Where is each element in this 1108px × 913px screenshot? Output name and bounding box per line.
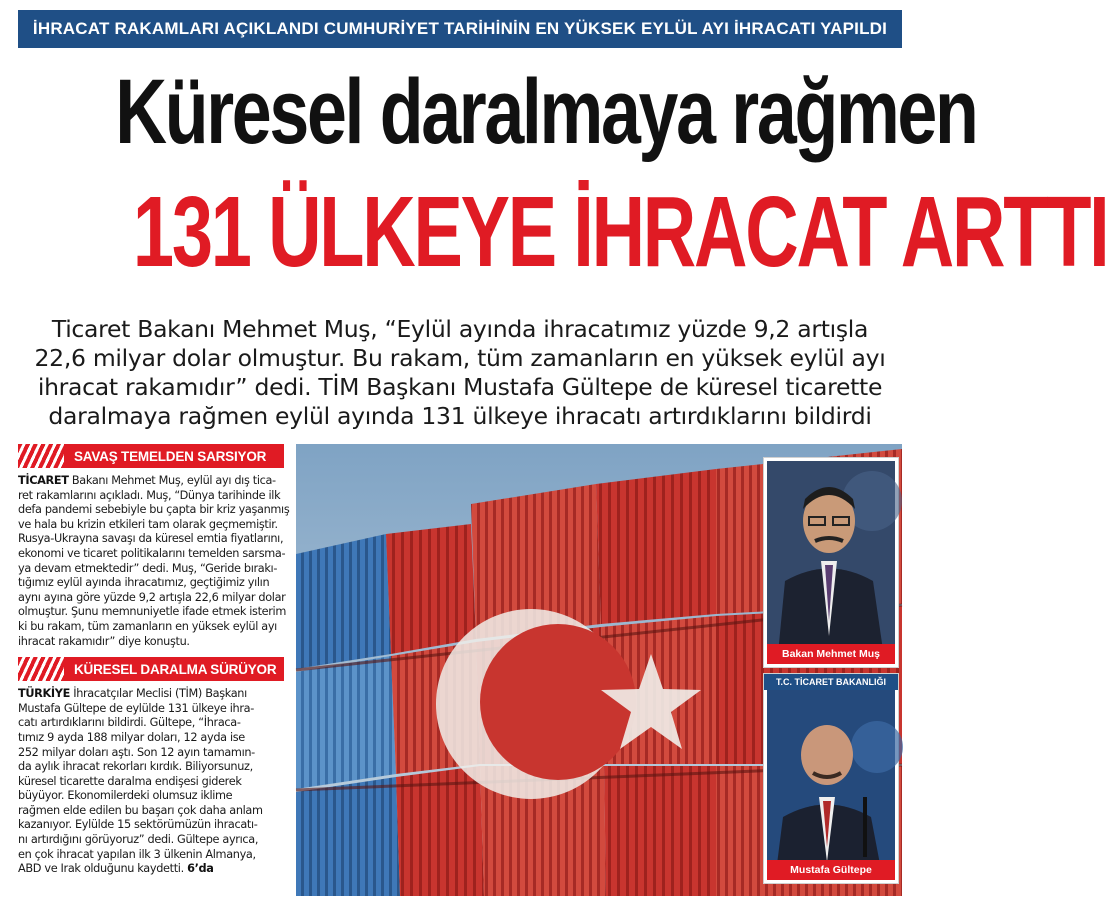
portrait-image — [767, 461, 895, 664]
stripe-decoration-icon — [18, 444, 64, 468]
portrait-image — [767, 677, 895, 880]
body-line: ki bu rakam, tüm zamanların en yüksek eylül ayı — [18, 619, 277, 633]
caption-tim: Mustafa Gültepe — [767, 860, 895, 880]
kicker-bar — [18, 10, 902, 48]
body-line: Mustafa Gültepe de eylülde 131 ülkeye ihra- — [18, 701, 254, 715]
headline-line-2: 131 ÜLKEYE İHRACAT ARTTI — [132, 176, 1108, 288]
body-line: da aylık ihracat rekorları kırdık. Biliyorsunuz, — [18, 760, 253, 774]
body-line: catı artırdıklarını bildirdi. Gültepe, “İhraca- — [18, 716, 241, 730]
body-line: kazanıyor. Eylülde 15 sektörümüzün ihracatı- — [18, 818, 258, 832]
inset-photo-minister — [764, 458, 898, 667]
section-heading — [18, 444, 284, 468]
lead-line: Ticaret Bakanı Mehmet Muş, “Eylül ayında ihracatımız yüzde 9,2 artışla — [51, 315, 869, 343]
continued-marker: 6’da — [187, 862, 214, 876]
body-line: nı artırdığını görüyoruz” dedi. Gültepe ayrıca, — [18, 833, 259, 847]
ministry-banner: T.C. TİCARET BAKANLIĞI — [764, 674, 898, 690]
lead-word: TİCARET — [18, 474, 69, 487]
section-body — [18, 687, 284, 877]
section-body — [18, 474, 290, 649]
lead-line: ihracat rakamıdır” dedi. TİM Başkanı Mustafa Gültepe de küresel ticarette — [37, 373, 883, 401]
inset-photo-tim — [764, 674, 898, 883]
body-line: büyüyor. Ekonomilerdeki olumsuz iklime — [18, 789, 233, 803]
section-title: SAVAŞ TEMELDEN SARSIYOR — [64, 444, 284, 468]
body-line: tığımız eylül ayında ihracatımız, geçtiğimiz yılın — [18, 576, 270, 590]
body-line: ya devam etmektedir” dedi. Muş, “Geride bırakı- — [18, 561, 278, 575]
section-heading — [18, 657, 284, 681]
lead-line: daralmaya rağmen eylül ayında 131 ülkeye ihracatı artırdıklarını bildirdi — [48, 402, 872, 430]
body-line: ret rakamlarını açıkladı. Muş, “Dünya tarihinde ilk — [18, 488, 281, 502]
body-line: ekonomi ve ticaret politikalarını temelden sarsma- — [18, 546, 286, 560]
body-line: en çok ihracat yapılan ilk 3 ülkenin Almanya, — [18, 847, 256, 861]
body-line: ihracat rakamıdır” diye konuştu. — [18, 634, 190, 648]
body-line: TÜRKİYE İhracatçılar Meclisi (TİM) Başkanı — [18, 687, 247, 701]
body-line: olmuştur. Şunu memnuniyetle ifade etmek isterim — [18, 605, 287, 619]
body-line: küresel ticarette daralma endişesi giderek — [18, 774, 242, 788]
headline-line-1: Küresel daralmaya rağmen — [115, 61, 977, 163]
body-line: rağmen elde edilen bu başarı çok daha anlam — [18, 803, 263, 817]
kicker-text: İHRACAT RAKAMLARI AÇIKLANDI CUMHURİYET TARİHİNİN EN YÜKSEK EYLÜL AYI İHRACATI YAPILDI — [32, 19, 888, 38]
stripe-decoration-icon — [18, 657, 64, 681]
body-line: ve hala bu krizin etkileri tam olarak geçmemiştir. — [18, 517, 278, 531]
body-line: 252 milyar doları aştı. Son 12 ayın tamamın- — [18, 745, 255, 759]
body-line: tımız 9 ayda 188 milyar doları, 12 ayda ise — [18, 730, 245, 744]
lead-paragraph — [18, 315, 902, 431]
section-title: KÜRESEL DARALMA SÜRÜYOR — [64, 657, 284, 681]
lead-word: TÜRKİYE — [18, 687, 70, 701]
body-line: Rusya-Ukrayna savaşı da küresel emtia fiyatlarını, — [18, 532, 284, 546]
article-column — [18, 444, 290, 885]
body-line: TİCARET Bakanı Mehmet Muş, eylül ayı dış tica- — [18, 474, 276, 487]
container-photo — [296, 444, 902, 896]
lead-line: 22,6 milyar dolar olmuştur. Bu rakam, tüm zamanların en yüksek eylül ayı — [34, 344, 886, 372]
body-line: aynı ayına göre yüzde 9,2 artışla 22,6 milyar dolar — [18, 590, 286, 604]
caption-minister: Bakan Mehmet Muş — [767, 644, 895, 664]
body-line: ABD ve Irak olduğunu kaydetti. 6’da — [18, 862, 214, 876]
body-line: defa pandemi sebebiyle bu çapta bir kriz yaşanmış — [18, 503, 290, 517]
